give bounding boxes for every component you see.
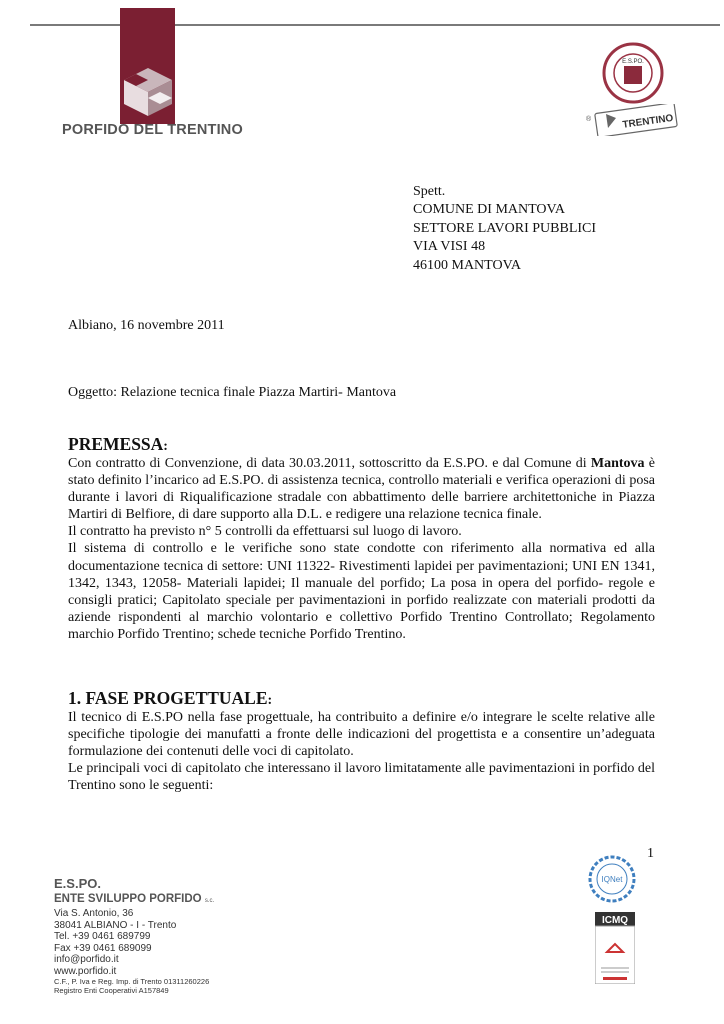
recipient-line: COMUNE DI MANTOVA bbox=[413, 202, 565, 218]
footer-website: www.porfido.it bbox=[54, 965, 117, 977]
footer-city-line: 38041 ALBIANO - I - Trento bbox=[54, 919, 177, 931]
footer-fiscal-line: C.F., P. Iva e Reg. Imp. di Trento 01311260226 bbox=[54, 977, 210, 986]
porfido-controllato-seal bbox=[602, 42, 664, 104]
page-number: 1 bbox=[647, 846, 654, 861]
footer-email: info@porfido.it bbox=[54, 954, 119, 965]
premessa-p1-start: Con contratto di Convenzione, di data 30.03.2011, sottoscritto da E.S.PO. e dal Comune di bbox=[68, 456, 591, 471]
premessa-heading bbox=[68, 434, 168, 455]
premessa-p1-end: è stato definito l’incarico ad E.S.PO. di assistenza tecnica, controllo materiali e verifica operazioni di posa durante i lavori di Riqualificazione stradale con abbattimento delle barriere architettoniche in Piazza Martiri di Belfiore, di dare supporto alla D.L. e redigere una relazione tecnica finale. bbox=[68, 456, 655, 523]
recipient-line: 46100 MANTOVA bbox=[413, 257, 521, 273]
iqnet-certification-icon bbox=[588, 855, 636, 903]
fase-paragraph-1: Il tecnico di E.S.PO nella fase progettuale, ha contribuito a definire e/o integrare le scelte relative alle specifiche tipologie dei manufatti a fronte delle indicazioni del progettista e a consentire un’adeguata formulazione dei contenuti delle voci di capitolato. bbox=[68, 710, 655, 760]
fase-progettuale-heading bbox=[68, 688, 272, 709]
brand-name: PORFIDO DEL TRENTINO bbox=[62, 122, 243, 138]
fase-heading-text: 1. FASE PROGETTUALE bbox=[68, 688, 268, 708]
footer-org-name: ENTE SVILUPPO PORFIDO bbox=[54, 893, 202, 905]
fase-paragraph-2: Le principali voci di capitolato che interessano il lavoro limitatamente alle pavimentazioni in porfido del Trentino sono le seguenti: bbox=[68, 761, 655, 794]
place-date: Albiano, 16 novembre 2011 bbox=[68, 318, 225, 333]
trentino-badge bbox=[586, 104, 678, 136]
premessa-paragraph-3: Il sistema di controllo e le verifiche sono state condotte con riferimento alla normativa ed alla documentazione tecnica di settore: UNI 11322- Rivestimenti lapidei per pavimentazioni; UNI EN 1341, 1342, 1343, 12058- Materiali lapidei; Il manuale del porfido; La posa in opera del porfido- regole e consigli pratici; Capitolato speciale per pavimentazioni in porfido realizzate con materiali prodotti da aziende rispondenti al marchio volontario e collettivo Porfido Trentino Controllato; Regolamento marchio Porfido Trentino; schede tecniche Porfido Trentino. bbox=[68, 541, 655, 642]
footer-org-full bbox=[54, 893, 214, 905]
iqnet-text: IQNet bbox=[601, 875, 623, 884]
footer-fax: Fax +39 0461 689099 bbox=[54, 942, 152, 954]
footer-phone: Tel. +39 0461 689799 bbox=[54, 931, 151, 942]
premessa-p1-bold: Mantova bbox=[590, 456, 645, 471]
subject-line: Oggetto: Relazione tecnica finale Piazza Martiri- Mantova bbox=[68, 385, 397, 400]
fase-progettuale-body bbox=[68, 709, 655, 794]
svg-text:®: ® bbox=[586, 116, 592, 123]
fase-heading-colon: : bbox=[267, 693, 273, 708]
premessa-heading-colon: : bbox=[163, 439, 168, 454]
recipient-line: Spett. bbox=[413, 184, 446, 199]
footer-registry-line: Registro Enti Cooperativi A157849 bbox=[54, 986, 169, 995]
premessa-paragraph-1 bbox=[68, 455, 655, 523]
icmq-certification-icon bbox=[595, 912, 635, 984]
recipient-line: VIA VISI 48 bbox=[413, 239, 486, 255]
footer-address-line: Via S. Antonio, 36 bbox=[54, 908, 134, 919]
icmq-text: ICMQ bbox=[601, 915, 629, 926]
seal-center-text: E.S.PO. bbox=[622, 59, 644, 65]
porfido-cubes-logo bbox=[122, 66, 174, 118]
trentino-badge-text: TRENTINO bbox=[621, 112, 675, 131]
premessa-paragraph-2: Il contratto ha previsto n° 5 controlli da effettuarsi sul luogo di lavoro. bbox=[68, 524, 462, 540]
footer-org-short: E.S.PO. bbox=[54, 876, 101, 891]
premessa-heading-text: PREMESSA bbox=[68, 434, 164, 454]
premessa-body bbox=[68, 455, 655, 643]
recipient-address bbox=[413, 183, 596, 275]
footer-contact bbox=[54, 876, 214, 995]
recipient-line: SETTORE LAVORI PUBBLICI bbox=[413, 220, 597, 236]
footer-org-suffix: s.c. bbox=[204, 898, 215, 904]
